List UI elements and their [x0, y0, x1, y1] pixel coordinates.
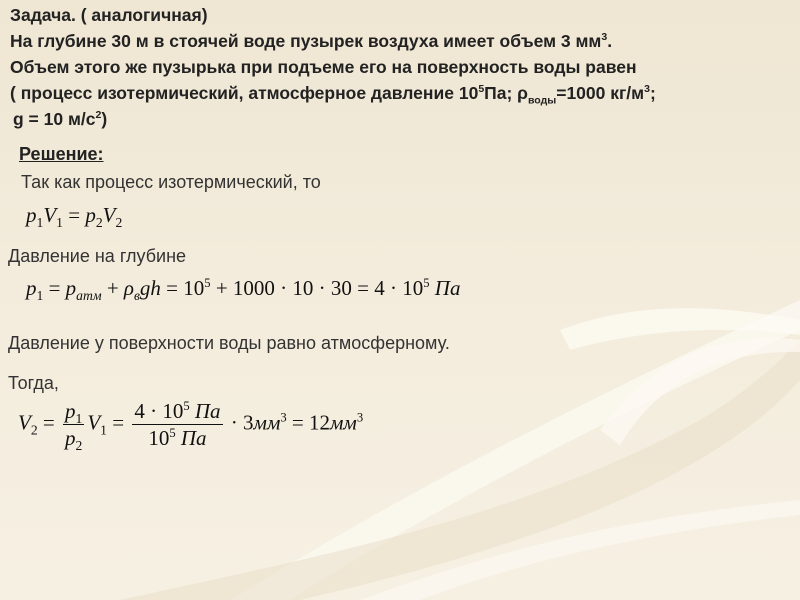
surface-pressure-text: Давление у поверхности воды равно атмосферному.: [8, 333, 450, 353]
depth-pressure-text: Давление на глубине: [8, 246, 187, 266]
fraction-pressure-ratio: $\frac{p_1}{p_2}$: [65, 399, 83, 454]
formula-depth-pressure: $p_1 = p_{атм} + \rho_вgh = 10^5 + 1000 \cdot 10 \cdot 30 = 4 \cdot 10^5$ Па: [26, 276, 461, 304]
problem-statement: [10, 2, 790, 132]
problem-title: Задача. ( аналогичная): [10, 5, 208, 25]
isothermal-text: Так как процесс изотермический, то: [21, 172, 321, 192]
problem-line-conditions: ( процесс изотермический, атмосферное давление $10^5Па$; $\rho_{воды}=1000$ $кг/м^3$;: [10, 83, 656, 107]
solution-heading: Решение:: [19, 144, 104, 164]
fraction-pressure-values: $\frac{4 \cdot 10^5 Па}{10^5 Па}$: [134, 399, 221, 450]
problem-line-gravity: g = 10 $м/с^2$): [13, 109, 108, 129]
then-text: Тогда,: [8, 373, 59, 393]
problem-line-question: Объем этого же пузырька при подъеме его на поверхность воды равен: [10, 57, 637, 77]
problem-line-depth: На глубине 30 м в стоячей воде пузырек воздуха имеет объем 3 $мм^3$.: [10, 31, 613, 51]
formula-volume-result: $V_2$ = $\frac{p_1}{p_2}$ $V_1$ = $\frac{4 \cdot 10^5 Па}{10^5 Па}$ · $3мм^3 = 12мм^3$: [18, 399, 364, 454]
formula-boyle-law: $p_1V_1 = p_2V_2$: [26, 203, 123, 231]
